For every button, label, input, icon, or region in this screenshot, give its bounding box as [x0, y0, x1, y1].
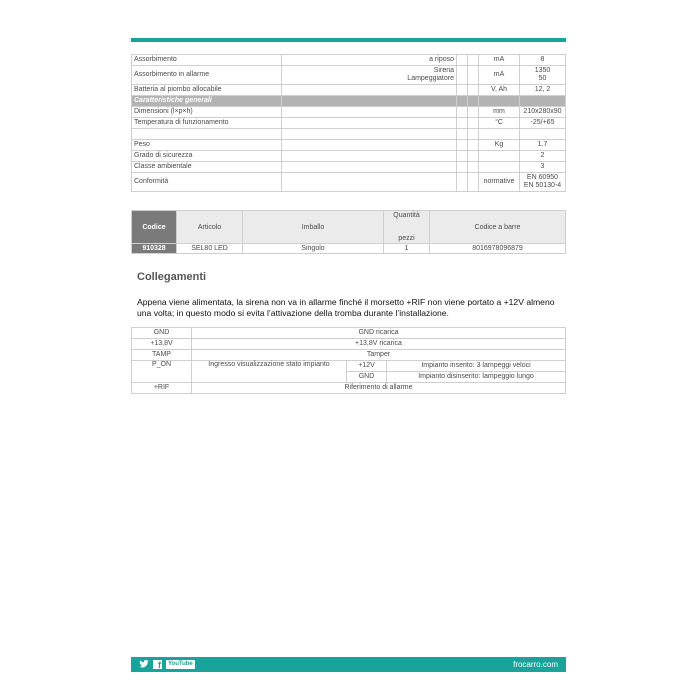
- website-link[interactable]: frocarro.com: [513, 660, 558, 669]
- conn-row: [132, 350, 566, 361]
- order-header-imballo: Imballo: [243, 211, 384, 244]
- spec-row: [132, 107, 566, 118]
- specs-table: [131, 54, 566, 192]
- spec-unit: °C: [479, 118, 520, 129]
- conn-voltage: GND: [347, 372, 387, 383]
- spec-label: Peso: [132, 140, 282, 151]
- order-header-row: [132, 211, 566, 244]
- conn-state-desc: Impianto disinserito: lampeggio lungo: [387, 372, 566, 383]
- spec-label: Grado di sicurezza: [132, 151, 282, 162]
- conn-pin: GND: [132, 328, 192, 339]
- spec-value: -25/+65: [520, 118, 566, 129]
- social-icons: [139, 659, 195, 669]
- conn-pin: P_ON: [132, 361, 192, 383]
- conn-pin: TAMP: [132, 350, 192, 361]
- spec-sub-line: Lampeggiatore: [407, 75, 454, 82]
- spec-value-line: 1350: [534, 67, 551, 74]
- spec-sub: [282, 66, 457, 85]
- spec-label: Classe ambientale: [132, 162, 282, 173]
- spec-label: Conformità: [132, 173, 282, 192]
- conn-pin: +13,8V: [132, 339, 192, 350]
- spec-row: [132, 85, 566, 96]
- spec-row: [132, 173, 566, 192]
- spec-value: [520, 173, 566, 192]
- order-header-articolo: Articolo: [177, 211, 243, 244]
- collegamenti-text: Appena viene alimentata, la sirena non va in allarme finché il morsetto +RIF non viene portato a +12V almeno una volta; in questo modo si evita l’attivazione della tromba durante l’installazione.: [137, 297, 555, 318]
- conn-pin: +RIF: [132, 383, 192, 394]
- conn-desc: GND ricarica: [192, 328, 566, 339]
- conn-desc: Riferimento di allarme: [192, 383, 566, 394]
- conn-row: [132, 328, 566, 339]
- header-accent-bar: [131, 38, 566, 42]
- spec-empty-row: [132, 129, 566, 140]
- order-imballo: Singolo: [243, 244, 384, 254]
- spec-value: 12, 2: [520, 85, 566, 96]
- conn-desc: Tamper: [192, 350, 566, 361]
- spec-value: 210x280x90: [520, 107, 566, 118]
- spec-row: [132, 118, 566, 129]
- pezzi-label: pezzi: [398, 235, 415, 242]
- order-header-codice: Codice: [132, 211, 177, 244]
- spec-unit: mA: [479, 55, 520, 66]
- facebook-icon[interactable]: f: [153, 660, 162, 669]
- order-quantita: 1: [384, 244, 430, 254]
- section-title: Caratteristiche generali: [132, 96, 282, 107]
- spec-unit: normative: [479, 173, 520, 192]
- spec-sub: a riposo: [282, 55, 457, 66]
- spec-value: 2: [520, 151, 566, 162]
- spec-label: Dimensioni (l×p×h): [132, 107, 282, 118]
- spec-unit: Kg: [479, 140, 520, 151]
- spec-value: 3: [520, 162, 566, 173]
- order-row: [132, 244, 566, 254]
- spec-row: [132, 162, 566, 173]
- collegamenti-title: Collegamenti: [137, 271, 207, 283]
- spec-label: Batteria al piombo allocabile: [132, 85, 282, 96]
- spec-label: Assorbimento in allarme: [132, 66, 282, 85]
- spec-row: [132, 151, 566, 162]
- spec-value: 1.7: [520, 140, 566, 151]
- youtube-icon[interactable]: YouTube: [168, 660, 193, 667]
- conn-desc: Ingresso visualizzazione stato impianto: [192, 361, 347, 383]
- order-table: [131, 210, 566, 254]
- section-header-row: [132, 96, 566, 107]
- spec-label: Temperatura di funzionamento: [132, 118, 282, 129]
- spec-value: 8: [520, 55, 566, 66]
- conn-voltage: +12V: [347, 361, 387, 372]
- order-codice: 910328: [132, 244, 177, 254]
- spec-row: [132, 55, 566, 66]
- spec-unit: mA: [479, 66, 520, 85]
- spec-unit: V, Ah: [479, 85, 520, 96]
- twitter-icon[interactable]: [139, 659, 149, 669]
- order-articolo: SEL80 LED: [177, 244, 243, 254]
- conn-state-desc: Impianto inserito: 3 lampeggi veloci: [387, 361, 566, 372]
- order-barcode: 8016978096879: [430, 244, 566, 254]
- spec-row: [132, 140, 566, 151]
- spec-value: [520, 66, 566, 85]
- spec-label: Assorbimento: [132, 55, 282, 66]
- spec-row: [132, 66, 566, 85]
- quantita-label: Quantità: [393, 212, 420, 219]
- conn-row: [132, 383, 566, 394]
- spec-unit: mm: [479, 107, 520, 118]
- conn-row: [132, 361, 566, 372]
- connections-table: [131, 327, 566, 394]
- spec-sub-line: Sirena: [433, 67, 454, 74]
- conn-desc: +13,8V ricarica: [192, 339, 566, 350]
- conn-row: [132, 339, 566, 350]
- spec-value-line: EN 60950: [526, 174, 559, 181]
- spec-value-line: EN 50130-4: [523, 182, 562, 189]
- footer-bar: [131, 657, 566, 672]
- order-header-barcode: Codice a barre: [430, 211, 566, 244]
- order-header-quantita: [384, 211, 430, 244]
- spec-value-line: 50: [538, 75, 547, 82]
